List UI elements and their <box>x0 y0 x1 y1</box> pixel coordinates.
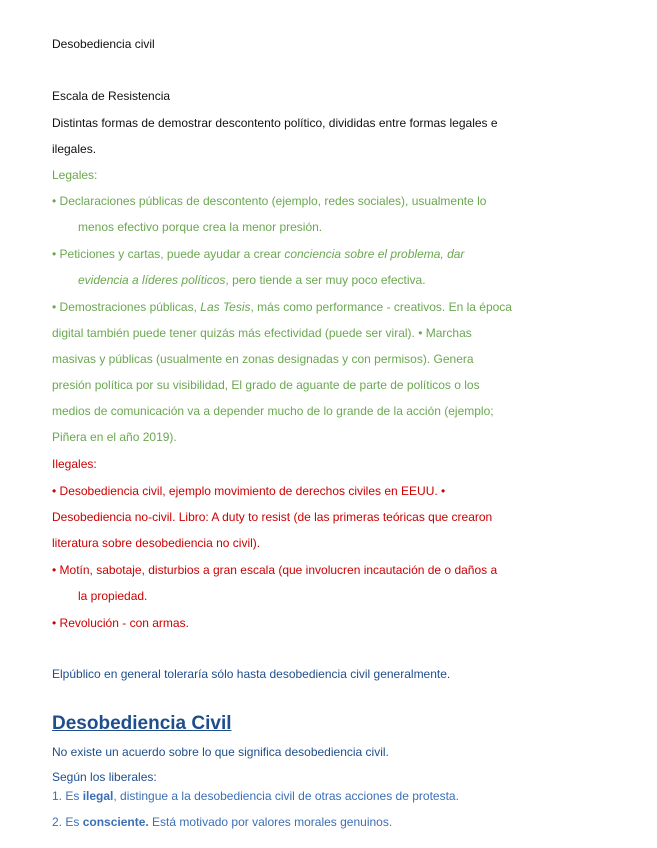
ilegales-item-line: Desobediencia no-civil. Libro: A duty to resist (de las primeras teóricas que crearon <box>52 510 493 524</box>
legales-item-line: presión política por su visibilidad, El grado de aguante de parte de políticos o los <box>52 378 480 392</box>
publico-paragraph: Elpúblico en general toleraría sólo hasta desobediencia civil generalmente. <box>52 667 451 681</box>
ilegales-item-line: • Revolución - con armas. <box>52 616 189 630</box>
legales-item-line: masivas y públicas (usualmente en zonas designadas y con permisos). Genera <box>52 352 474 366</box>
legales-item-line: Piñera en el año 2019). <box>52 430 177 444</box>
ilegales-item-line: la propiedad. <box>78 589 148 603</box>
section-line: Según los liberales: <box>52 770 157 784</box>
legales-item-line: digital también puede tener quizás más efectividad (puede ser viral). • Marchas <box>52 326 472 340</box>
ilegales-item-line: • Motín, sabotaje, disturbios a gran escala (que involucren incautación de o daños a <box>52 563 498 577</box>
legales-item-line: • Peticiones y cartas, puede ayudar a crear conciencia sobre el problema, dar <box>52 247 465 261</box>
ilegales-item-line: literatura sobre desobediencia no civil). <box>52 536 261 550</box>
escala-heading: Escala de Resistencia <box>52 89 171 103</box>
section-list-item: 2. Es consciente. Está motivado por valores morales genuinos. <box>52 815 393 829</box>
ilegales-label: Ilegales: <box>52 457 97 471</box>
legales-item-line: menos efectivo porque crea la menor presión. <box>78 220 323 234</box>
escala-intro-line: Distintas formas de demostrar descontento político, divididas entre formas legales e <box>52 116 498 130</box>
section-heading: Desobediencia Civil <box>52 713 232 734</box>
ilegales-item-line: • Desobediencia civil, ejemplo movimiento de derechos civiles en EEUU. • <box>52 484 446 498</box>
section-list-item: 1. Es ilegal, distingue a la desobediencia civil de otras acciones de protesta. <box>52 789 459 803</box>
escala-intro-line: ilegales. <box>52 142 97 156</box>
legales-item-line: • Demostraciones públicas, Las Tesis, más como performance - creativos. En la época <box>52 300 512 314</box>
legales-item-line: evidencia a líderes políticos, pero tiende a ser muy poco efectiva. <box>78 273 426 287</box>
document-title: Desobediencia civil <box>52 37 155 51</box>
section-line: No existe un acuerdo sobre lo que significa desobediencia civil. <box>52 745 389 759</box>
legales-item-line: medios de comunicación va a depender mucho de lo grande de la acción (ejemplo; <box>52 404 494 418</box>
legales-label: Legales: <box>52 168 98 182</box>
legales-item-line: • Declaraciones públicas de descontento (ejemplo, redes sociales), usualmente lo <box>52 194 487 208</box>
